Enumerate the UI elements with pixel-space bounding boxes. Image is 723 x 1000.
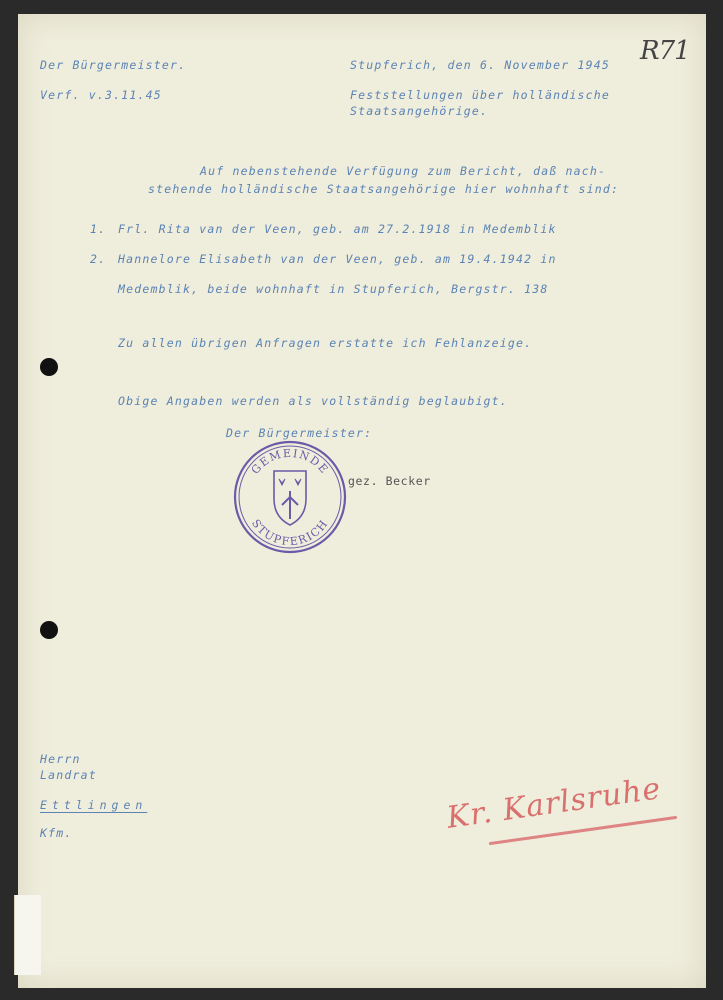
address-line-2: Landrat [40,768,97,782]
municipal-seal-stamp [230,439,350,555]
paper-edge-strip [14,895,41,975]
address-line-1: Herrn [40,752,81,766]
closing-line-2: Obige Angaben werden als vollständig beglaubigt. [118,394,508,408]
list-item-2-text-line-1: Hannelore Elisabeth van der Veen, geb. am 19.4.1942 in [118,252,557,266]
subject-line-2: Staatsangehörige. [350,104,489,118]
list-item-1-number: 1. [90,222,107,236]
signoff-line: Der Bürgermeister: [226,426,373,440]
address-city: Ettlingen [40,798,148,812]
place-date: Stupferich, den 6. November 1945 [350,58,610,72]
intro-line-1: Auf nebenstehende Verfügung zum Bericht, daß nach- [200,164,607,178]
subject-line-1: Feststellungen über holländische [350,88,610,102]
stamp-top-text: GEMEINDE [248,446,332,477]
list-item-2-number: 2. [90,252,107,266]
reference-line: Verf. v.3.11.45 [40,88,162,102]
document-page [18,14,706,988]
archive-mark: R71 [640,36,690,66]
signature-typed: gez. Becker [348,474,431,488]
handwritten-note: Kr. Karlsruhe [444,771,664,836]
intro-line-2: stehende holländische Staatsangehörige hier wohnhaft sind: [148,182,620,196]
address-note: Kfm. [40,826,73,840]
stamp-bottom-text: STUPFERICH [249,516,332,549]
closing-line-1: Zu allen übrigen Anfragen erstatte ich Fehlanzeige. [118,336,533,350]
list-item-2-text-line-2: Medemblik, beide wohnhaft in Stupferich, Bergstr. 138 [118,282,549,296]
sender-line: Der Bürgermeister. [40,58,187,72]
punch-hole-top [40,358,58,376]
punch-hole-bottom [40,621,58,639]
list-item-1-text: Frl. Rita van der Veen, geb. am 27.2.1918 in Medemblik [118,222,557,236]
